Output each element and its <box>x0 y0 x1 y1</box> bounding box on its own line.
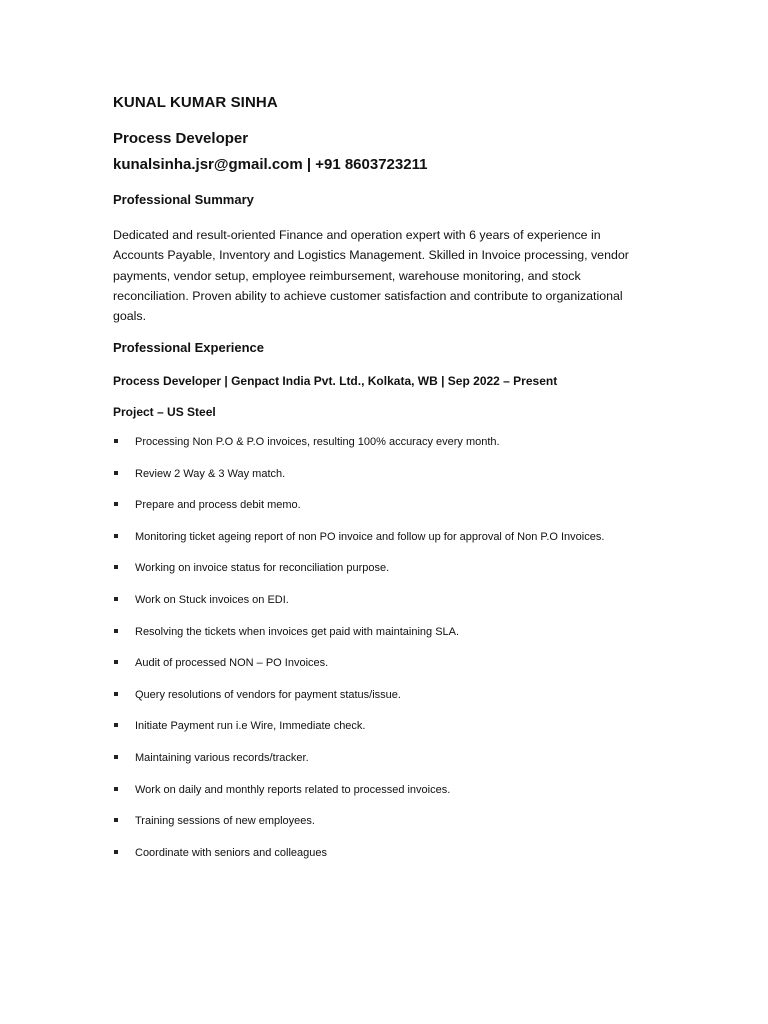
list-item <box>113 782 673 814</box>
list-item <box>113 592 673 624</box>
list-item-text: Query resolutions of vendors for payment status/issue. <box>135 688 401 701</box>
list-item <box>113 529 673 561</box>
list-item <box>113 687 673 719</box>
responsibility-list <box>113 434 673 876</box>
list-item <box>113 466 673 498</box>
list-item-text: Review 2 Way & 3 Way match. <box>135 467 286 480</box>
bullet-square-icon <box>114 850 118 854</box>
bullet-square-icon <box>114 818 118 822</box>
bullet-square-icon <box>114 565 118 569</box>
bullet-square-icon <box>114 439 118 443</box>
list-item <box>113 655 673 687</box>
candidate-role: Process Developer <box>113 130 249 147</box>
list-item <box>113 813 673 845</box>
summary-text: Dedicated and result-oriented Finance and operation expert with 6 years of experience in Accounts Payable, Inventory and Logistics Management. Skilled in Invoice processing, vendor payments, vendor setup, employee reimbursement, warehouse monitoring, and stock reconciliation. Proven ability to achieve customer satisfaction and contribute to organizational goals. <box>113 228 629 324</box>
bullet-square-icon <box>114 471 118 475</box>
bullet-square-icon <box>114 502 118 506</box>
summary-heading: Professional Summary <box>113 192 254 207</box>
candidate-name: KUNAL KUMAR SINHA <box>113 94 278 111</box>
list-item-text: Resolving the tickets when invoices get paid with maintaining SLA. <box>135 625 460 638</box>
bullet-square-icon <box>114 660 118 664</box>
job-title: Process Developer | Genpact India Pvt. Ltd., Kolkata, WB | Sep 2022 – Present <box>113 374 558 388</box>
list-item-text: Coordinate with seniors and colleagues <box>135 846 328 859</box>
list-item-text: Work on Stuck invoices on EDI. <box>135 593 289 606</box>
bullet-square-icon <box>114 534 118 538</box>
list-item-text: Audit of processed NON – PO Invoices. <box>135 657 329 670</box>
list-item-text: Initiate Payment run i.e Wire, Immediate check. <box>135 720 366 733</box>
list-item <box>113 497 673 529</box>
bullet-square-icon <box>114 787 118 791</box>
bullet-square-icon <box>114 692 118 696</box>
list-item-text: Processing Non P.O & P.O invoices, resulting 100% accuracy every month. <box>135 436 500 448</box>
list-item-text: Monitoring ticket ageing report of non PO invoice and follow up for approval of Non P.O Invoices. <box>135 530 605 543</box>
list-item-text: Working on invoice status for reconciliation purpose. <box>135 562 390 575</box>
bullet-square-icon <box>114 755 118 759</box>
list-item-text: Training sessions of new employees. <box>135 815 315 828</box>
bullet-square-icon <box>114 629 118 633</box>
list-item <box>113 434 673 466</box>
bullet-square-icon <box>114 723 118 727</box>
list-item <box>113 750 673 782</box>
list-item-text: Maintaining various records/tracker. <box>135 751 309 764</box>
list-item <box>113 845 673 877</box>
list-item <box>113 624 673 656</box>
list-item <box>113 718 673 750</box>
contact-line: kunalsinha.jsr@gmail.com | +91 8603723211 <box>113 156 428 173</box>
list-item-text: Prepare and process debit memo. <box>135 499 301 512</box>
project-title: Project – US Steel <box>113 405 216 419</box>
list-item <box>113 560 673 592</box>
experience-heading: Professional Experience <box>113 340 265 355</box>
list-item-text: Work on daily and monthly reports related to processed invoices. <box>135 783 451 796</box>
bullet-square-icon <box>114 597 118 601</box>
